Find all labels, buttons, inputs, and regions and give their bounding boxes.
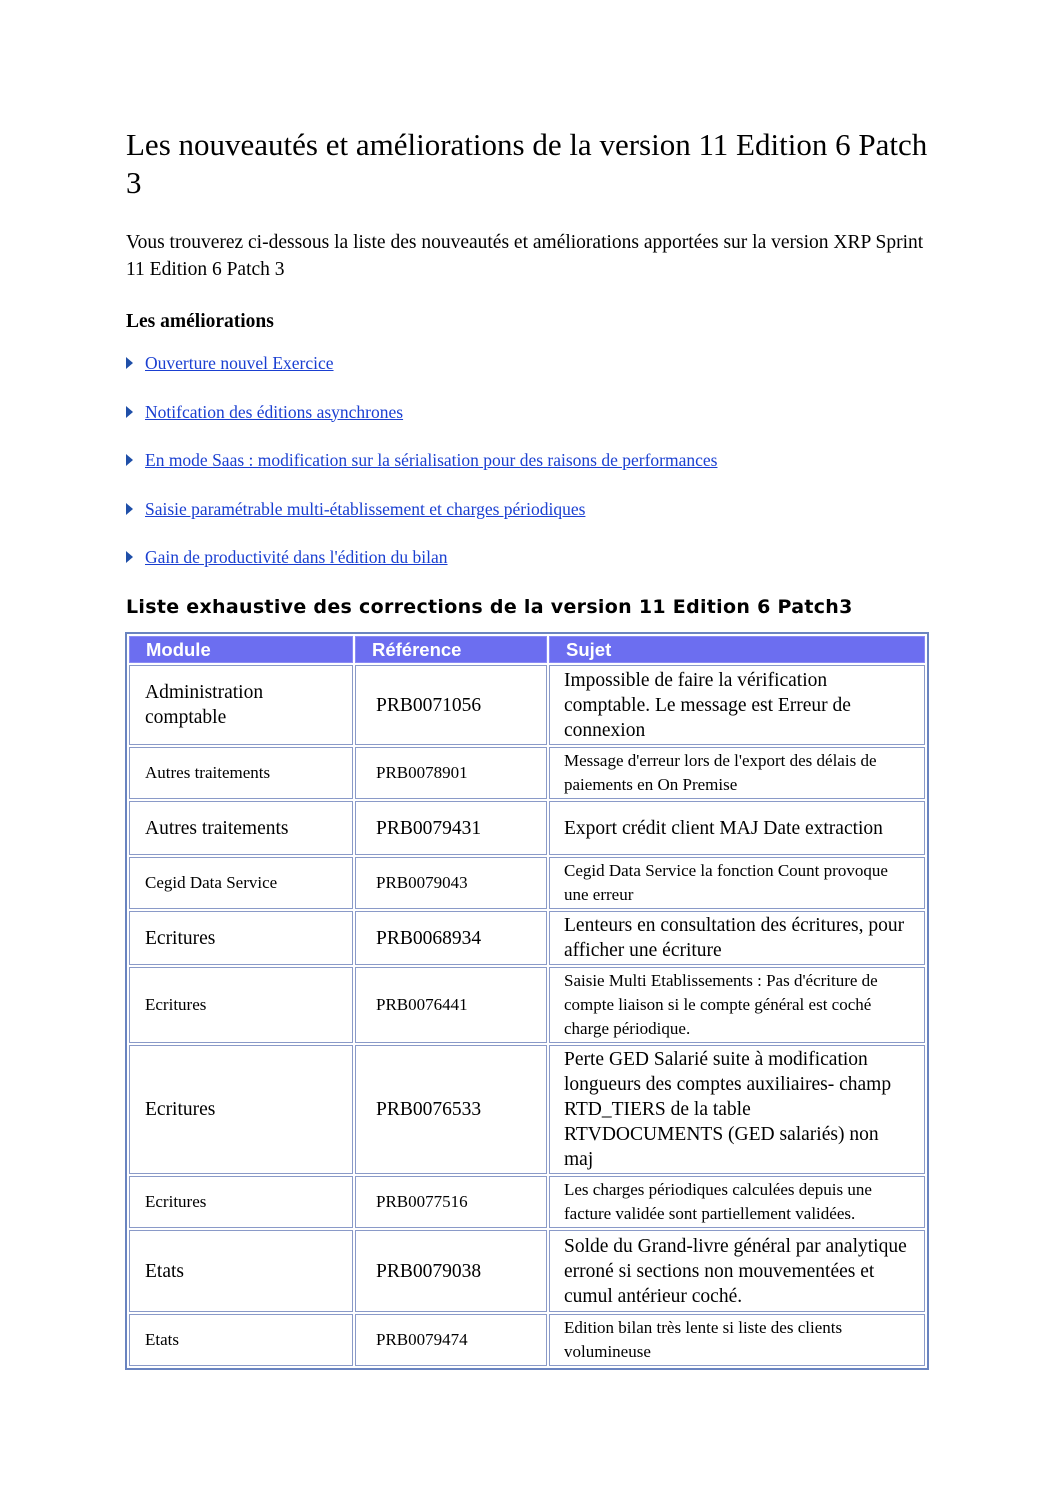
table-row [129, 747, 925, 799]
cell-sujet: Export crédit client MAJ Date extraction [549, 801, 925, 855]
cell-sujet: Lenteurs en consultation des écritures, pour afficher une écriture [549, 911, 925, 965]
table-row [129, 1045, 925, 1174]
improvement-item [124, 399, 717, 448]
cell-sujet: Impossible de faire la vérification comptable. Le message est Erreur de connexion [549, 665, 925, 745]
triangle-bullet-icon [126, 551, 133, 563]
triangle-bullet-icon [126, 357, 133, 369]
table-header-row [129, 636, 925, 663]
cell-sujet: Message d'erreur lors de l'export des délais de paiements en On Premise [549, 747, 925, 799]
table-row [129, 911, 925, 965]
column-header-sujet: Sujet [549, 636, 925, 663]
table-row [129, 1230, 925, 1312]
improvement-link[interactable]: En mode Saas : modification sur la sérialisation pour des raisons de performances [145, 450, 718, 471]
cell-sujet: Solde du Grand-livre général par analytique erroné si sections non mouvementées et cumul antérieur coché. [549, 1230, 925, 1312]
improvement-link[interactable]: Saisie paramétrable multi-établissement et charges périodiques [145, 498, 586, 519]
improvement-item [124, 350, 717, 399]
corrections-heading: Liste exhaustive des corrections de la version 11 Edition 6 Patch3 [126, 596, 853, 618]
table-row [129, 665, 925, 745]
improvement-item [124, 544, 717, 593]
table-row [129, 1314, 925, 1366]
cell-module: Ecritures [129, 1176, 353, 1228]
cell-module: Autres traitements [129, 801, 353, 855]
table-row [129, 857, 925, 909]
cell-reference: PRB0071056 [355, 665, 547, 745]
cell-reference: PRB0068934 [355, 911, 547, 965]
cell-reference: PRB0079043 [355, 857, 547, 909]
cell-sujet: Perte GED Salarié suite à modification longueurs des comptes auxiliaires- champ RTD_TIERS de la table RTVDOCUMENTS (GED salariés) non maj [549, 1045, 925, 1174]
cell-reference: PRB0077516 [355, 1176, 547, 1228]
triangle-bullet-icon [126, 406, 133, 418]
cell-module: Etats [129, 1314, 353, 1366]
improvements-list [124, 350, 717, 593]
corrections-table [125, 632, 929, 1370]
table-row [129, 967, 925, 1043]
improvement-link[interactable]: Gain de productivité dans l'édition du bilan [145, 547, 448, 568]
improvement-link[interactable]: Ouverture nouvel Exercice [145, 353, 334, 373]
triangle-bullet-icon [126, 503, 133, 515]
improvement-item [124, 447, 717, 496]
improvement-link[interactable]: Notifcation des éditions asynchrones [145, 401, 404, 422]
cell-module: Ecritures [129, 911, 353, 965]
cell-reference: PRB0079431 [355, 801, 547, 855]
column-header-reference: Référence [355, 636, 547, 663]
cell-sujet: Les charges périodiques calculées depuis une facture validée sont partiellement validées. [549, 1176, 925, 1228]
cell-reference: PRB0079474 [355, 1314, 547, 1366]
page-title: Les nouveautés et améliorations de la version 11 Edition 6 Patch 3 [126, 127, 928, 200]
table-row [129, 1176, 925, 1228]
cell-sujet: Edition bilan très lente si liste des clients volumineuse [549, 1314, 925, 1366]
cell-module: Cegid Data Service [129, 857, 353, 909]
table-row [129, 801, 925, 855]
cell-sujet: Saisie Multi Etablissements : Pas d'écriture de compte liaison si le compte général est coché charge périodique. [549, 967, 925, 1043]
cell-module: Etats [129, 1230, 353, 1312]
improvement-item [124, 496, 717, 545]
cell-module: Ecritures [129, 967, 353, 1043]
intro-paragraph: Vous trouverez ci-dessous la liste des nouveautés et améliorations apportées sur la version XRP Sprint 11 Edition 6 Patch 3 [126, 232, 924, 280]
cell-module: Autres traitements [129, 747, 353, 799]
cell-reference: PRB0078901 [355, 747, 547, 799]
cell-reference: PRB0079038 [355, 1230, 547, 1312]
improvements-heading: Les améliorations [126, 311, 274, 332]
cell-sujet: Cegid Data Service la fonction Count provoque une erreur [549, 857, 925, 909]
cell-module: Administration comptable [129, 665, 353, 745]
cell-reference: PRB0076533 [355, 1045, 547, 1174]
triangle-bullet-icon [126, 454, 133, 466]
cell-module: Ecritures [129, 1045, 353, 1174]
column-header-module: Module [129, 636, 353, 663]
cell-reference: PRB0076441 [355, 967, 547, 1043]
